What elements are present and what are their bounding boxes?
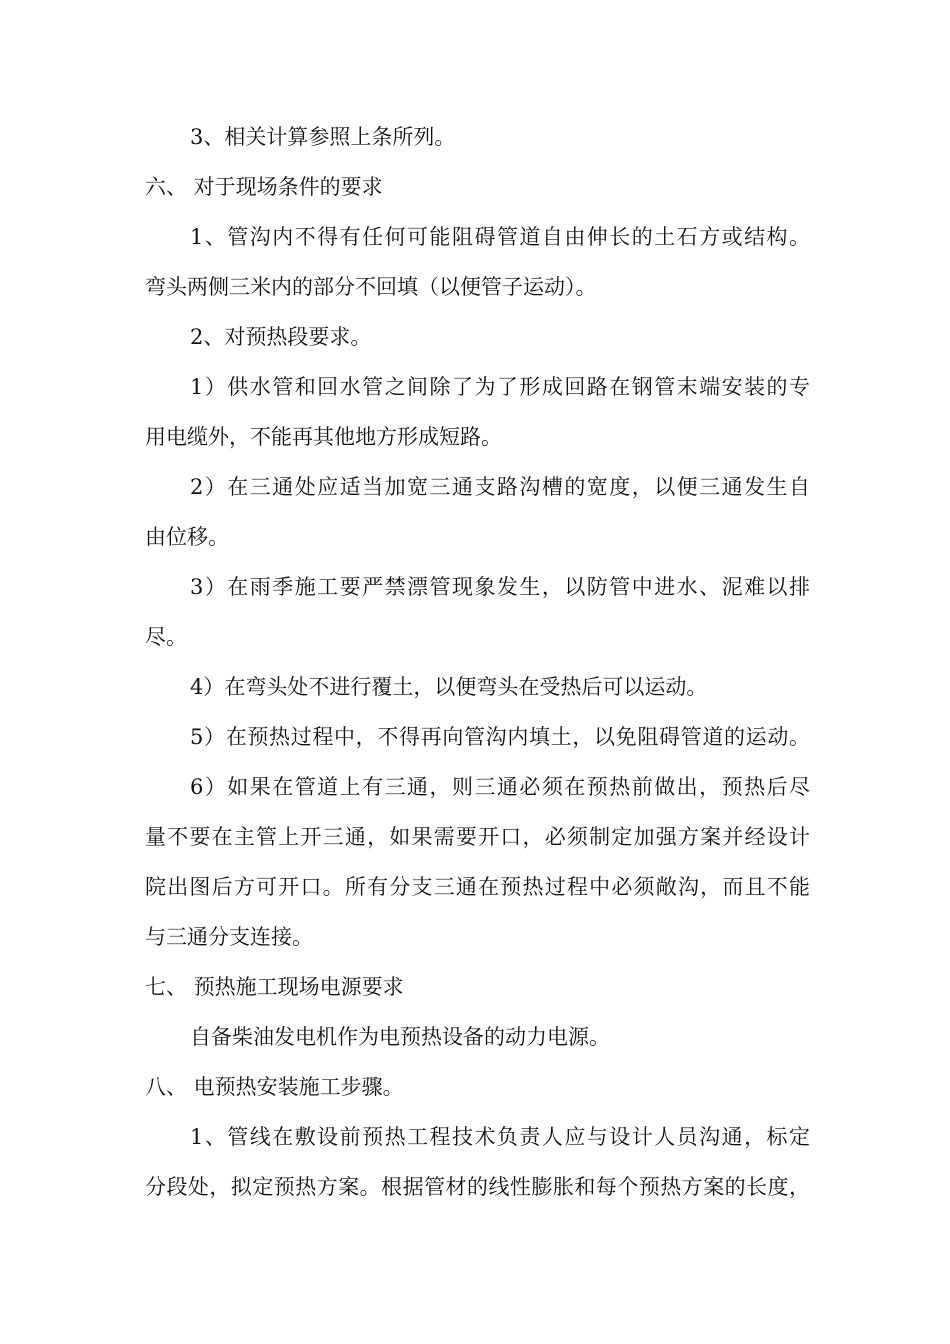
paragraph-line: 用电缆外，不能再其他地方形成短路。 [145, 425, 502, 449]
paragraph-line: 1）供水管和回水管之间除了为了形成回路在钢管末端安装的专 [190, 375, 810, 399]
paragraph-line: 4）在弯头处不进行覆土，以便弯头在受热后可以运动。 [190, 675, 708, 699]
section-heading: 七、 预热施工现场电源要求 [145, 975, 404, 999]
paragraph-line: 由位移。 [145, 525, 229, 549]
paragraph-line: 3、相关计算参照上条所列。 [190, 125, 456, 149]
paragraph-line: 6）如果在管道上有三通，则三通必须在预热前做出，预热后尽 [190, 775, 810, 799]
section-heading: 六、 对于现场条件的要求 [145, 175, 383, 199]
paragraph-line: 与三通分支连接。 [145, 925, 313, 949]
paragraph-line: 1、管沟内不得有任何可能阻碍管道自由伸长的土石方或结构。 [190, 225, 810, 249]
paragraph-line: 院出图后方可开口。所有分支三通在预热过程中必须敞沟，而且不能 [145, 875, 810, 899]
section-heading: 八、 电预热安装施工步骤。 [145, 1075, 404, 1099]
paragraph-line: 2、对预热段要求。 [190, 325, 372, 349]
paragraph-line: 分段处，拟定预热方案。根据管材的线性膨胀和每个预热方案的长度， [145, 1175, 810, 1199]
paragraph-line: 弯头两侧三米内的部分不回填（以便管子运动）。 [145, 275, 597, 299]
paragraph-line: 2）在三通处应适当加宽三通支路沟槽的宽度，以便三通发生自 [190, 475, 810, 499]
paragraph-line: 5）在预热过程中，不得再向管沟内填土，以免阻碍管道的运动。 [190, 725, 810, 749]
paragraph-line: 量不要在主管上开三通，如果需要开口，必须制定加强方案并经设计 [145, 825, 810, 849]
paragraph-line: 3）在雨季施工要严禁漂管现象发生，以防管中进水、泥难以排 [190, 575, 810, 599]
paragraph-line: 尽。 [145, 625, 187, 649]
paragraph-line: 自备柴油发电机作为电预热设备的动力电源。 [190, 1025, 610, 1049]
paragraph-line: 1、管线在敷设前预热工程技术负责人应与设计人员沟通，标定 [190, 1125, 810, 1149]
